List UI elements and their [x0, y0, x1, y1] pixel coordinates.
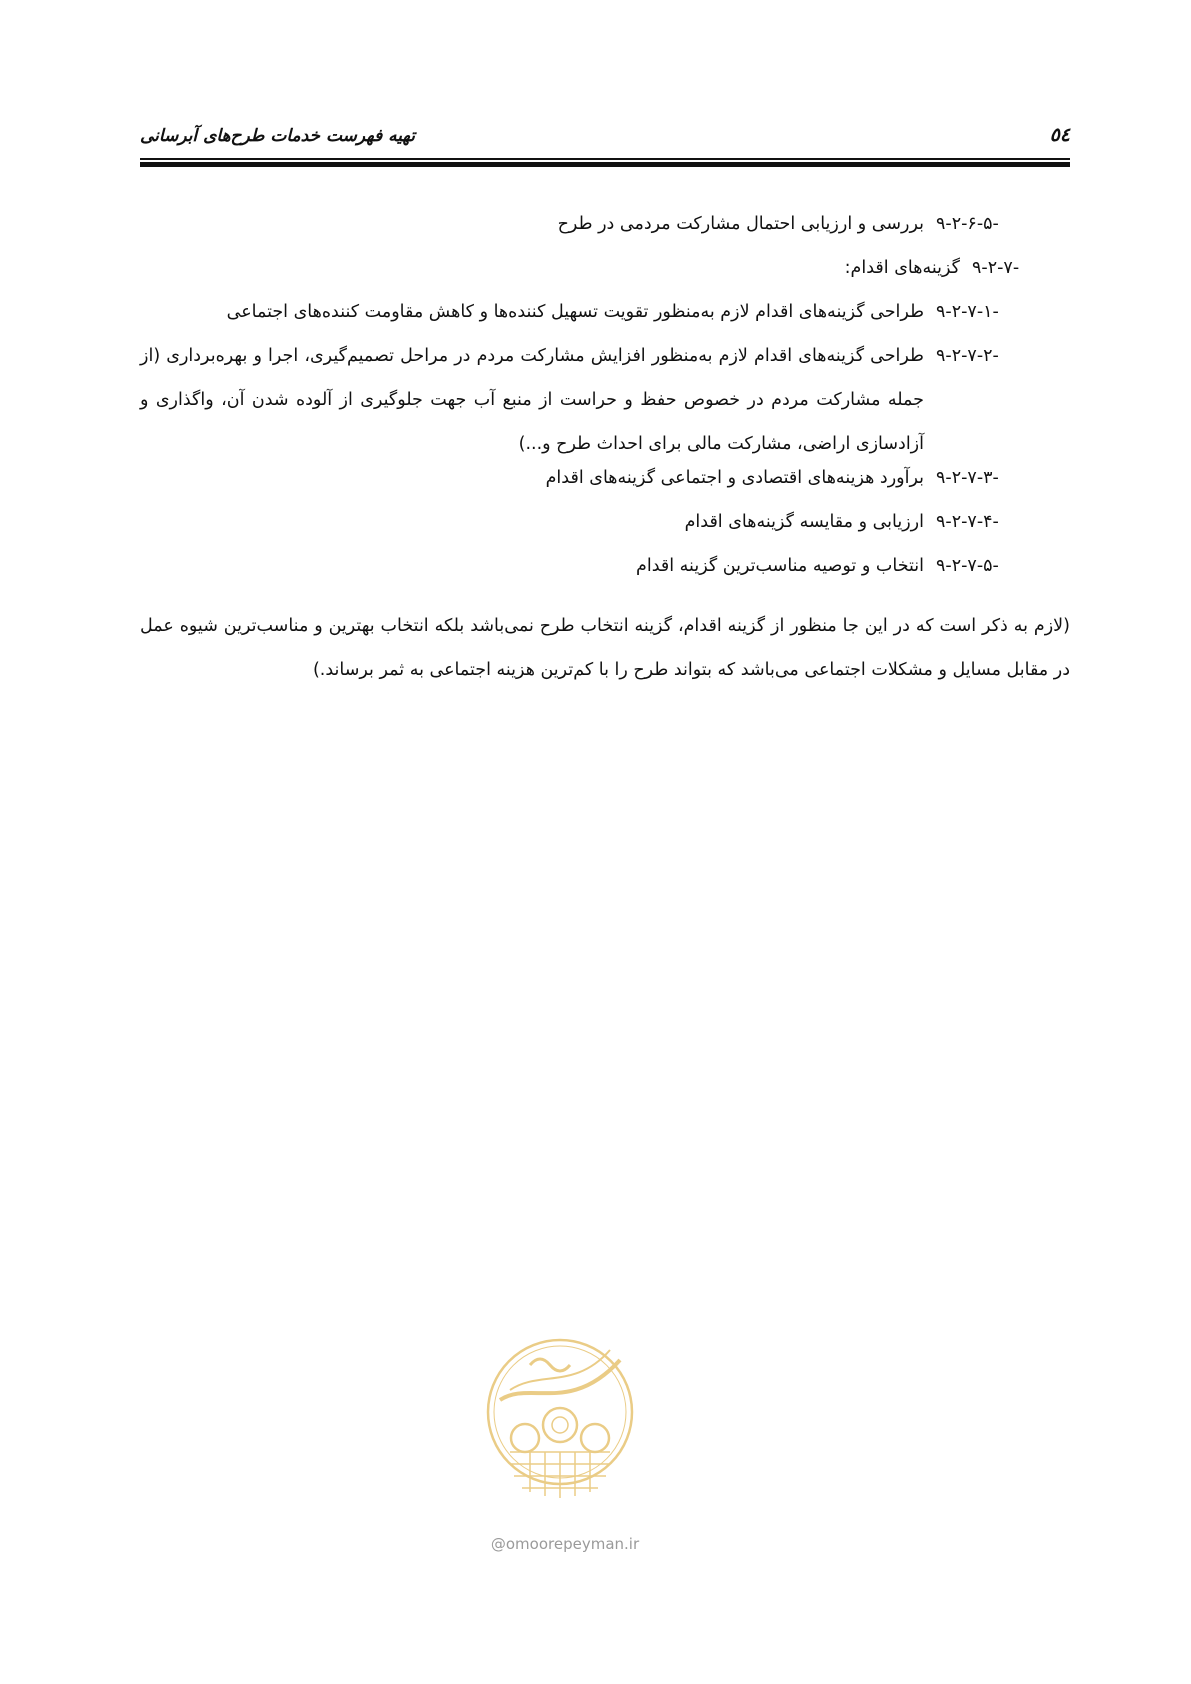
item-number: ۹-۲-۷-	[972, 258, 1020, 278]
item-number: ۹-۲-۶-۵-	[936, 214, 999, 234]
header-rule-thick	[140, 162, 1070, 167]
item-number: ۹-۲-۷-۵-	[936, 556, 999, 576]
item-text: طراحی گزینه‌های اقدام لازم به‌منظور تقویت تسهیل کننده‌ها و کاهش مقاومت کننده‌های اجتماعی	[226, 302, 924, 322]
seal-logo-icon	[480, 1320, 640, 1510]
item-text: بررسی و ارزیابی احتمال مشارکت مردمی در طرح	[557, 214, 924, 234]
item-text: انتخاب و توصیه مناسب‌ترین گزینه اقدام	[636, 556, 924, 576]
item-number: ۹-۲-۷-۴-	[936, 512, 999, 532]
header-rule-thin	[140, 158, 1070, 160]
item-text: برآورد هزینه‌های اقتصادی و اجتماعی گزینه‌های اقدام	[545, 468, 924, 488]
note-paragraph: (لازم به ذکر است که در این جا منظور از گزینه اقدام، گزینه انتخاب طرح نمی‌باشد بلکه انتخاب بهترین و مناسب‌ترین شیوه عمل در مقابل مسایل و مشکلات اجتماعی می‌باشد که بتواند طرح را با کم‌ترین هزینه اجتماعی به ثمر برساند.)	[140, 616, 1070, 680]
item-text: گزینه‌های اقدام:	[844, 258, 960, 278]
list-item	[140, 556, 1070, 600]
item-text: ارزیابی و مقایسه گزینه‌های اقدام	[684, 512, 924, 532]
page-number: ٥٤	[1049, 124, 1070, 146]
main-content	[140, 214, 1070, 692]
item-number: ۹-۲-۷-۳-	[936, 468, 999, 488]
list-item	[140, 346, 1070, 466]
running-title: تهیه فهرست خدمات طرح‌های آبرسانی	[140, 126, 415, 146]
item-text: طراحی گزینه‌های اقدام لازم به‌منظور افزایش مشارکت مردم در مراحل تصمیم‌گیری، اجرا و بهره‌برداری (از جمله مشارکت مردم در خصوص حفظ و حراست از منبع آب جهت جلوگیری از آلوده شدن آن، واگذاری و آزادسازی اراضی، مشارکت مالی برای احداث طرح و...)	[140, 346, 924, 454]
watermark-url: @omoorepeyman.ir	[490, 1535, 640, 1553]
watermark-seal	[480, 1320, 640, 1520]
item-number: ۹-۲-۷-۱-	[936, 302, 999, 322]
item-number: ۹-۲-۷-۲-	[936, 346, 999, 366]
